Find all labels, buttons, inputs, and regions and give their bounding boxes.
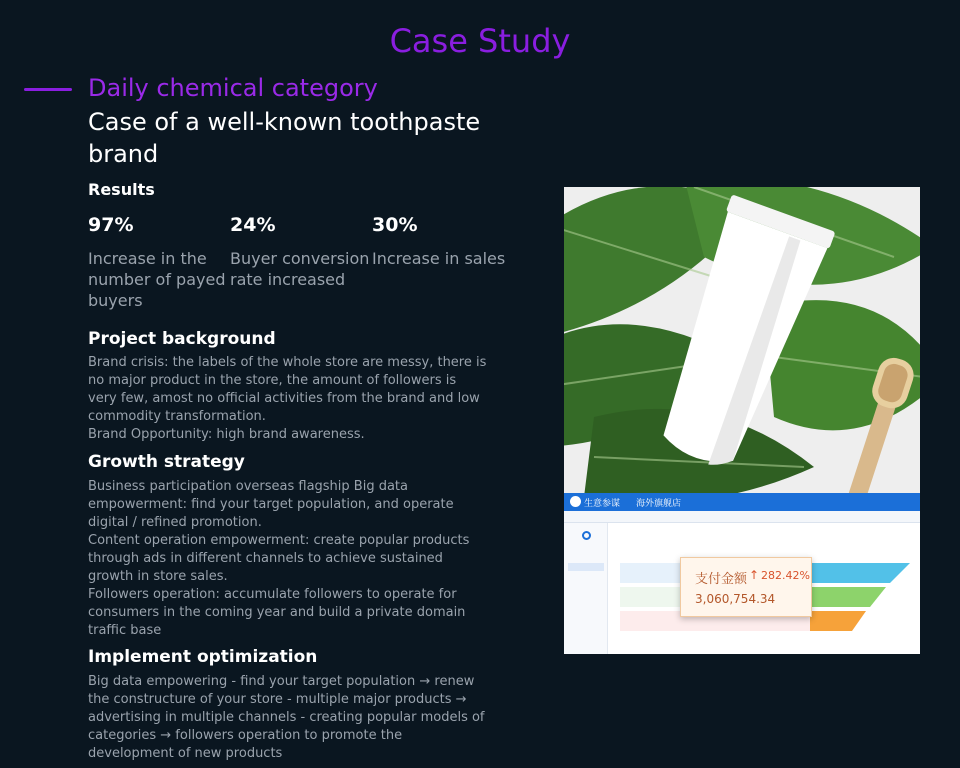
growth-strategy-text: Business participation overseas flagship Big data empowerment: find your target population, and operate digital / refined promotion. Content operation empowerment: create popular products through ads in different channels to achieve sustained growth in store sales. Followers operation: accumulate followers to operate for consumers in the coming year and build a private domain traffic base (88, 479, 470, 638)
product-photo (564, 187, 920, 493)
stat-value: 97% (88, 214, 134, 236)
dashboard-sidebar (564, 523, 608, 654)
stat-payed-buyers (88, 214, 228, 311)
stat-desc: Increase in sales (372, 249, 506, 268)
app-name: 生意参谋 (584, 499, 621, 509)
growth-strategy-heading: Growth strategy (88, 452, 245, 472)
stat-sales (372, 214, 512, 269)
dashboard-nav (564, 511, 920, 523)
stat-conversion-rate (230, 214, 370, 290)
results-label: Results (88, 180, 155, 199)
project-background-heading: Project background (88, 329, 276, 349)
arrow-up-icon: ↑ (749, 568, 760, 582)
implement-optimization-text: Big data empowering - find your target population → renew the constructure of your store - multiple major products → advertising in multiple channels - creating popular models of categories → followers operation to promote the development of new products (88, 674, 485, 761)
sidebar-icon (582, 531, 591, 540)
stat-desc: Buyer conversion rate increased (230, 249, 370, 289)
toothpaste-illustration (564, 187, 920, 493)
dashboard-top-bar (564, 493, 920, 511)
sidebar-active-item (568, 563, 604, 571)
store-name: 海外旗舰店 (636, 499, 682, 509)
stat-desc: Increase in the number of payed buyers (88, 249, 226, 310)
accent-line (24, 88, 72, 91)
stat-value: 30% (372, 214, 418, 236)
stat-value: 24% (230, 214, 276, 236)
case-title: Case of a well-known toothpaste brand (88, 108, 481, 168)
kpi-value: 3,060,754.34 (695, 592, 776, 606)
implement-optimization-heading: Implement optimization (88, 647, 318, 667)
category-label: Daily chemical category (88, 74, 378, 102)
analytics-dashboard (564, 493, 920, 654)
kpi-card (680, 557, 812, 617)
kpi-change: 282.42% (761, 569, 810, 582)
kpi-label: 支付金额 (695, 572, 748, 587)
page-title: Case Study (389, 22, 571, 60)
app-logo-icon (570, 496, 581, 507)
project-background-text: Brand crisis: the labels of the whole store are messy, there is no major product in the store, the amount of followers is very few, amost no official activities from the brand and low commodity transformation. Brand Opportunity: high brand awareness. (88, 355, 487, 442)
